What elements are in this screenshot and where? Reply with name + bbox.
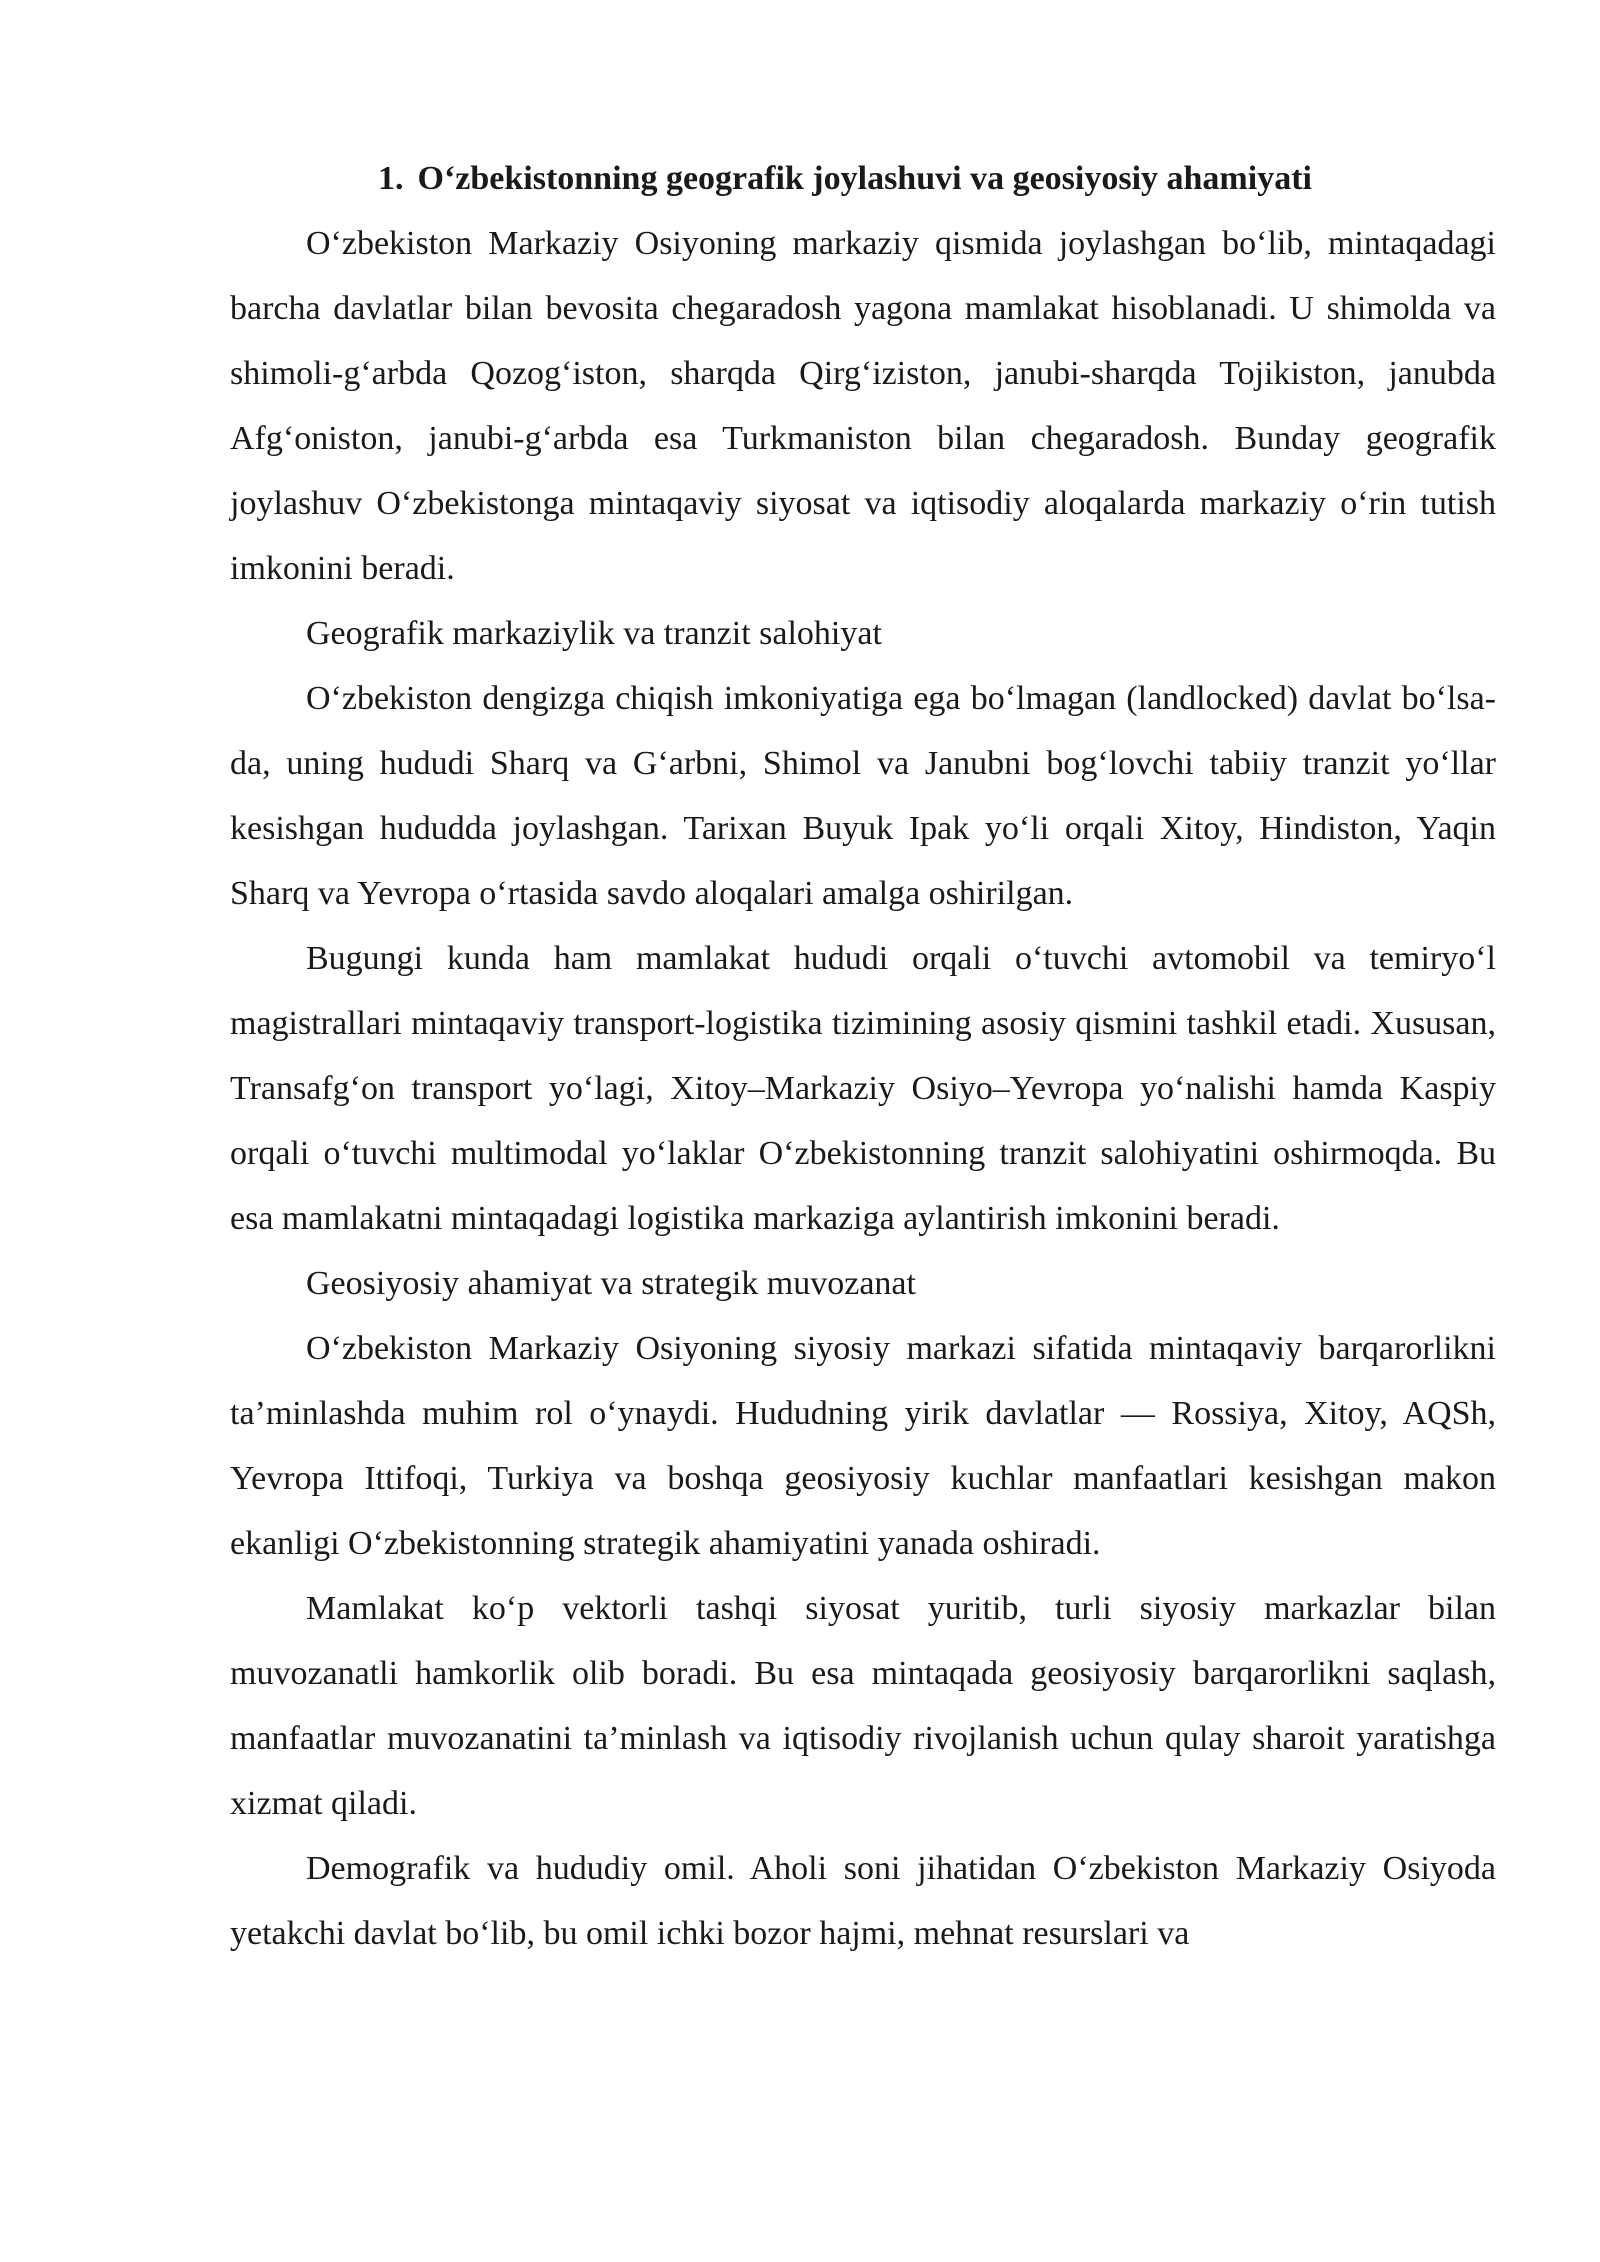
section-title: O‘zbekistonning geografik joylashuvi va geosiyosiy ahamiyati bbox=[417, 160, 1312, 197]
paragraph-stability: O‘zbekiston Markaziy Osiyoning siyosiy markazi sifatida mintaqaviy barqarorlikni ta’minlashda muhim rol o‘ynaydi. Hududning yirik davlatlar — Rossiya, Xitoy, AQSh, Yevropa Ittifoqi, Turkiya va boshqa geosiyosiy kuchlar manfaatlari kesishgan makon ekanligi O‘zbekistonning strategik ahamiyatini yanada oshiradi. bbox=[230, 1330, 1496, 1562]
section-number: 1. bbox=[378, 160, 404, 197]
section-heading bbox=[230, 146, 1496, 211]
paragraph-corridors: Bugungi kunda ham mamlakat hududi orqali o‘tuvchi avtomobil va temiryo‘l magistrallari mintaqaviy transport-logistika tizimining asosiy qismini tashkil etadi. Xususan, Transafg‘on transport yo‘lagi, Xitoy–Markaziy Osiyo–Yevropa yo‘nalishi hamda Kaspiy orqali o‘tuvchi multimodal yo‘laklar O‘zbekistonning tranzit salohiyatini oshirmoqda. Bu esa mamlakatni mintaqadagi logistika markaziga aylantirish imkonini beradi. bbox=[230, 940, 1496, 1237]
paragraph-demographic: Demografik va hududiy omil. Aholi soni jihatidan O‘zbekiston Markaziy Osiyoda yetakchi davlat bo‘lib, bu omil ichki bozor hajmi, mehnat resurslari va bbox=[230, 1850, 1496, 1952]
paragraph-landlocked: O‘zbekiston dengizga chiqish imkoniyatiga ega bo‘lmagan (landlocked) davlat bo‘lsa-da, uning hududi Sharq va G‘arbni, Shimol va Janubni bog‘lovchi tabiiy tranzit yo‘llar kesishgan hududda joylashgan. Tarixan Buyuk Ipak yo‘li orqali Xitoy, Hindiston, Yaqin Sharq va Yevropa o‘rtasida savdo aloqalari amalga oshirilgan. bbox=[230, 680, 1496, 912]
document-body bbox=[230, 146, 1496, 1966]
subheading-geopolitics: Geosiyosiy ahamiyat va strategik muvozanat bbox=[306, 1265, 916, 1302]
subheading-transit: Geografik markaziylik va tranzit salohiyat bbox=[306, 615, 882, 652]
paragraph-foreign-policy: Mamlakat ko‘p vektorli tashqi siyosat yuritib, turli siyosiy markazlar bilan muvozanatli hamkorlik olib boradi. Bu esa mintaqada geosiyosiy barqarorlikni saqlash, manfaatlar muvozanatini ta’minlash va iqtisodiy rivojlanish uchun qulay sharoit yaratishga xizmat qiladi. bbox=[230, 1590, 1496, 1822]
paragraph-location: O‘zbekiston Markaziy Osiyoning markaziy qismida joylashgan bo‘lib, mintaqadagi barcha davlatlar bilan bevosita chegaradosh yagona mamlakat hisoblanadi. U shimolda va shimoli-g‘arbda Qozog‘iston, sharqda Qirg‘iziston, janubi-sharqda Tojikiston, janubda Afg‘oniston, janubi-g‘arbda esa Turkmaniston bilan chegaradosh. Bunday geografik joylashuv O‘zbekistonga mintaqaviy siyosat va iqtisodiy aloqalarda markaziy o‘rin tutish imkonini beradi. bbox=[230, 225, 1496, 587]
